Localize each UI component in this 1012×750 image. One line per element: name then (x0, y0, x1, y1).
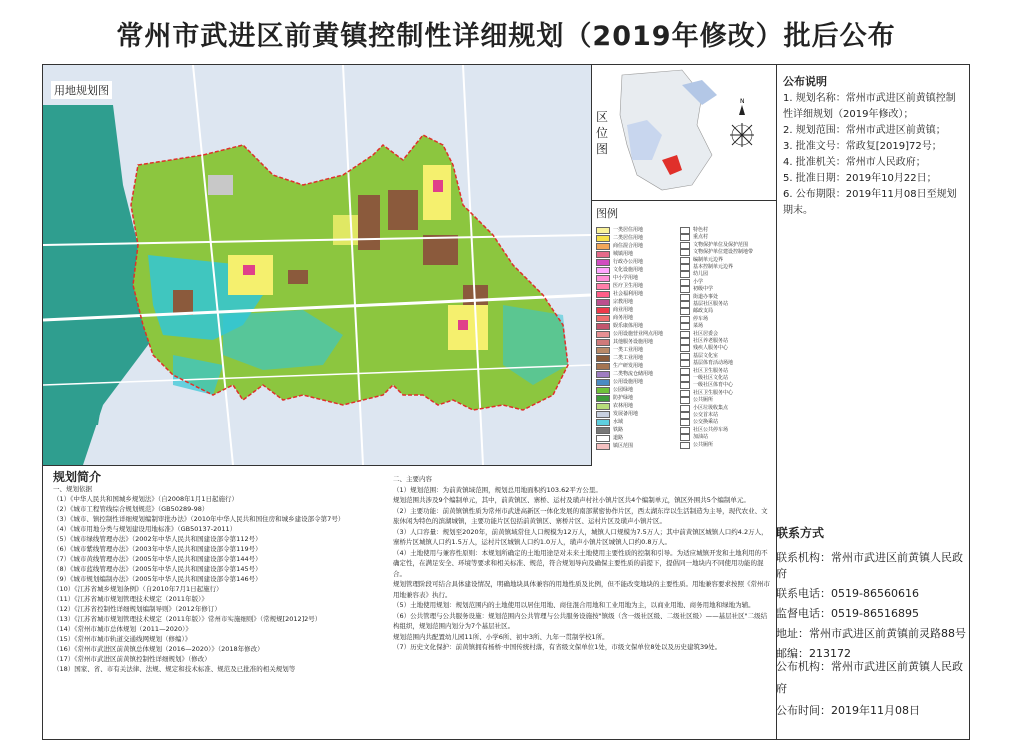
intro-content (393, 474, 773, 653)
legend-swatch (596, 363, 610, 370)
legend-item (680, 271, 708, 277)
legend-item (596, 243, 643, 249)
legend-item (596, 371, 653, 377)
legend-swatch (596, 235, 610, 242)
legend-item (680, 234, 708, 240)
legend-label: 生产研发用地 (613, 363, 644, 369)
legend-label: 社区居委会 (693, 330, 719, 337)
legend-symbol (680, 286, 690, 293)
legend-swatch (596, 355, 610, 362)
notice-item: 2. 规划范围：常州市武进区前黄镇； (783, 125, 946, 136)
location-map[interactable] (592, 65, 776, 200)
legend-symbol (680, 331, 690, 338)
legend-label: 社会福利用地 (613, 291, 644, 297)
legend-item (596, 395, 633, 401)
legend-item (596, 235, 643, 241)
legend-label: 停车场 (693, 315, 709, 322)
svg-text:N: N (740, 98, 745, 105)
publish-section (776, 656, 969, 722)
legend-swatch (596, 291, 610, 298)
legend-label: 医疗卫生用地 (613, 283, 644, 289)
intro-basis-item: （5）《城市绿线管理办法》（2002年中华人民共和国建设部令第112号） (53, 535, 262, 543)
legend-label: 发展备用地 (613, 411, 639, 417)
legend-label: 重点村 (693, 234, 709, 241)
legend-label: 商务用地 (613, 315, 634, 321)
legend-label: 加油站 (693, 434, 709, 441)
legend-swatch (596, 299, 610, 306)
legend-label: 社区卫生服务中心 (693, 389, 734, 396)
legend-symbol (680, 345, 690, 352)
legend-label: 公共厕所 (693, 397, 714, 404)
legend-symbol (680, 323, 690, 330)
map-label: 用地规划图 (51, 81, 112, 99)
page-title: 常州市武进区前黄镇控制性详细规划（2019年修改）批后公布 (116, 21, 896, 52)
land-use-map[interactable] (43, 65, 592, 466)
intro-basis-item: （15）《常州市城市轨道交通线网规划（修编）》 (53, 635, 192, 643)
legend-item (596, 403, 633, 409)
intro-content-item: （1）规划范围：为前黄镇域范围，规划总用地面积约103.62平方公里。 (393, 485, 602, 494)
legend-symbol (680, 412, 690, 419)
legend-swatch (596, 275, 610, 282)
legend-item (680, 316, 708, 322)
publish-org: 公布机构：常州市武进区前黄镇人民政府 (776, 660, 963, 695)
legend-symbol (680, 271, 690, 278)
legend-label: 社区养老服务站 (693, 338, 729, 344)
legend-item (596, 435, 623, 441)
location-map-label: 区位图 (596, 110, 609, 156)
legend-symbol (680, 427, 690, 434)
legend-label: 文物保护单位建设控制地带 (693, 249, 754, 256)
legend-label: 特色村 (693, 227, 709, 233)
notice-item: 1. 规划名称：常州市武进区前黄镇控制性详细规划（2019年修改）； (783, 93, 956, 120)
legend-symbol (680, 360, 690, 367)
legend-swatch (596, 379, 610, 386)
legend-symbol (680, 405, 690, 412)
legend-symbol (680, 294, 690, 301)
legend-label: 公共厕所 (693, 441, 714, 448)
legend-item (596, 283, 643, 289)
legend-swatch (596, 251, 610, 258)
intro-basis-item: （10）《江苏省城乡规划条例》（自2010年7月1日起施行） (53, 585, 223, 593)
legend-label: 小区垃圾收集点 (693, 404, 729, 411)
legend-item (680, 397, 713, 403)
plan-intro (43, 466, 776, 740)
legend-item (680, 249, 753, 255)
legend-swatch (596, 259, 610, 266)
notice-item: 3. 批准文号：常政复[2019]72号； (783, 141, 942, 152)
legend-symbol (680, 434, 690, 441)
legend-item (596, 267, 643, 273)
intro-content-item: 规划管理阶段可结合具体建设情况，明确地块具体兼容的用地性质及比例，但不能改变地块的主要性质。用地兼容要求按照《常州市用地兼容表》执行。 (393, 580, 770, 599)
intro-content-item: 规划范围共涉及9个编制单元，其中，前黄镇区、寨桥、运村及璜声村社小镇片区共4个编制单元，镇区外围共5个编制单元。 (393, 496, 750, 504)
legend-item (596, 315, 633, 321)
legend-item (596, 387, 633, 393)
legend-label: 一级社区体育中心 (693, 382, 734, 389)
contact-line: 地址：常州市武进区前黄镇前灵路88号 (776, 627, 966, 640)
legend-label: 娱乐康体用地 (613, 323, 644, 329)
legend-item (680, 286, 713, 292)
legend-symbol (680, 264, 690, 271)
legend-label: 中小学用地 (613, 275, 639, 281)
legend-item (596, 259, 643, 265)
contact-section (776, 524, 969, 665)
legend-label: 一类居住用地 (613, 227, 644, 233)
legend-label: 幼儿园 (693, 271, 709, 278)
legend-label: 城镇用地 (613, 251, 634, 257)
legend-label: 防护绿地 (613, 395, 634, 401)
legend-label: 文化设施用地 (613, 267, 644, 273)
legend-symbol (680, 390, 690, 397)
intro-basis-item: （6）《城市紫线管理办法》（2003年中华人民共和国建设部令第119号） (53, 545, 262, 553)
legend-swatch (596, 227, 610, 234)
contact-line: 监督电话：0519-86516895 (776, 607, 919, 620)
legend-symbol (680, 234, 690, 241)
legend-item (680, 434, 708, 440)
intro-basis-item: （17）《常州市武进区前黄镇控制性详细规划》（修改） (53, 655, 211, 663)
legend-swatch (596, 339, 610, 346)
notice-item: 6. 公布期限：2019年11月08日至规划期末。 (783, 189, 957, 216)
legend-label: 一类工业用地 (613, 347, 644, 353)
location-map-graphic (592, 65, 776, 200)
intro-basis-item: 一、规划依据 (53, 485, 92, 493)
legend-label: 公交换乘站 (693, 419, 719, 426)
legend-label: 公用设施营业网点用地 (613, 331, 664, 337)
legend-label: 商业用地 (613, 307, 634, 313)
legend-item (680, 308, 713, 314)
legend-item (680, 257, 723, 263)
legend-item (596, 443, 633, 449)
legend-swatch (596, 243, 610, 250)
legend-item (680, 390, 733, 396)
intro-basis-item: （1）《中华人民共和国城乡规划法》（自2008年1月1日起施行） (53, 495, 238, 503)
legend-swatch (596, 331, 610, 338)
intro-basis-item: （18）国家、省、市有关法律、法规、规定和技术标准、规范及已批准的相关规划等 (53, 665, 296, 673)
legend-item (680, 331, 718, 337)
legend-swatch (596, 283, 610, 290)
legend-symbol (680, 279, 690, 286)
legend-item (596, 347, 643, 353)
notice-title: 公布说明 (783, 75, 827, 88)
intro-content-item: （3）人口容量：规划至2020年，前黄镇域常住人口规模为12万人，城镇人口规模为7.5万人；其中前黄镇区城镇人口约4.2万人，寨桥片区城镇人口约1.5万人，运村片区城镇人口约1.0万人，璜声小镇片区城镇人口约0.8万人。 (393, 527, 768, 546)
legend-label: 基层文化室 (693, 352, 719, 359)
legend-item (596, 419, 623, 425)
legend-item (680, 360, 733, 366)
legend-symbol (680, 227, 690, 234)
legend-item (596, 323, 643, 329)
intro-content-item: （2）主要功能：前黄镇镇性质为常州市武进高新区一体化发展的南部紧密协作片区，西太湖东岸以生活制造为主导，现代农业、文旅休闲为特色的滨湖城镇，主要功能片区包括前黄镇区、寨桥片区、运村片区及璜声小镇片区。 (393, 506, 768, 525)
intro-title: 规划简介 (53, 470, 102, 484)
legend-item (680, 442, 713, 448)
intro-basis-item: （7）《城市黄线管理办法》（2005年中华人民共和国建设部令第144号） (53, 555, 262, 563)
notice-item: 5. 批准日期：2019年10月22日； (783, 173, 937, 184)
intro-basis-item: （13）《江苏省城市规划管理技术规定（2011年版）》常州市实施细则》（常规规[2012]2号） (53, 615, 322, 623)
legend-item (596, 275, 638, 281)
legend-label: 宗教用地 (613, 299, 634, 305)
legend-label: 邮政支局 (693, 308, 714, 315)
legend-swatch (596, 323, 610, 330)
legend-item (680, 353, 718, 359)
legend-label: 公用设施用地 (613, 379, 644, 385)
intro-content-item: 二、主要内容 (393, 475, 432, 483)
land-use-map-graphic (43, 65, 591, 465)
legend-label: 二类居住用地 (613, 235, 644, 241)
legend-label: 初级中学 (693, 286, 714, 293)
legend-label: 铁路 (613, 427, 624, 433)
legend-item (596, 331, 663, 337)
legend-symbol (680, 353, 690, 360)
legend-item (596, 291, 643, 297)
legend-label: 文物保护单位及保护范围 (693, 241, 749, 248)
legend-swatch (596, 307, 610, 314)
intro-basis-item: （4）《城市用地分类与规划建设用地标准》（GB50137-2011） (53, 525, 237, 533)
legend-swatch (596, 411, 610, 418)
legend (592, 201, 776, 465)
legend-swatch (596, 347, 610, 354)
legend-label: 公园绿地 (613, 387, 634, 393)
legend-label: 社区卫生服务站 (693, 367, 729, 374)
legend-item (596, 411, 638, 417)
publish-time: 公布时间：2019年11月08日 (776, 704, 920, 717)
legend-item (596, 363, 643, 369)
legend-swatch (596, 371, 610, 378)
legend-symbol (680, 257, 690, 264)
intro-basis (53, 484, 393, 674)
legend-label: 农林用地 (613, 403, 634, 409)
legend-item (680, 264, 733, 270)
legend-item (596, 307, 633, 313)
legend-symbol (680, 375, 690, 382)
legend-item (596, 379, 643, 385)
legend-item (596, 427, 623, 433)
notice-item: 4. 批准机关：常州市人民政府； (783, 157, 926, 168)
contact-line: 联系机构：常州市武进区前黄镇人民政府 (776, 551, 963, 580)
legend-item (680, 419, 718, 425)
legend-item (680, 301, 728, 307)
legend-title: 图例 (596, 207, 618, 220)
legend-symbol (680, 442, 690, 449)
legend-item (680, 382, 733, 388)
legend-label: 二类物流仓储用地 (613, 371, 654, 377)
legend-swatch (596, 395, 610, 402)
legend-item (680, 242, 748, 248)
legend-symbol (680, 316, 690, 323)
legend-item (596, 355, 643, 361)
legend-item (680, 427, 728, 433)
contact-line: 邮编：213172 (776, 647, 851, 660)
intro-content-item: （7）历史文化保护：前黄镇拥有杨桥·中国传统村落，有省级文保单位1处，市级文保单位8处以及历史建筑39处。 (393, 643, 722, 651)
legend-item (596, 299, 633, 305)
legend-symbol (680, 242, 690, 249)
legend-label: 基本控制单元边界 (693, 264, 734, 270)
intro-basis-item: （11）《江苏省城市规划管理技术规定（2011年版）》 (53, 595, 208, 603)
legend-symbol (680, 397, 690, 404)
legend-label: 镇区范围 (613, 443, 634, 449)
legend-swatch (596, 315, 610, 322)
legend-swatch (596, 443, 610, 450)
legend-symbol (680, 338, 690, 345)
legend-label: 水域 (613, 419, 624, 425)
legend-item (680, 323, 703, 329)
intro-content-item: （4）土地使用与兼容性原则：本规划所确定的土地用途是对未来土地使用主要性质的控制和引导。为适应城镇开发和土地利用的不确定性，在满足安全、环境等要求和相关标准、规范，符合规划导向及确保主要性质的前提下，提倡同一地块内不同使用功能的混合。 (393, 548, 768, 578)
intro-basis-item: （14）《常州市城市总体规划（2011—2020）》 (53, 625, 192, 633)
legend-label: 基层体育活动场地 (693, 360, 734, 367)
legend-symbol (680, 419, 690, 426)
legend-swatch (596, 427, 610, 434)
legend-label: 一级社区文化站 (693, 375, 729, 381)
legend-item (596, 251, 633, 257)
contact-line: 联系电话：0519-86560616 (776, 587, 919, 600)
legend-label: 道路 (613, 435, 624, 441)
legend-label: 行政办公用地 (613, 259, 644, 265)
legend-label: 街道办事处 (693, 293, 719, 300)
intro-basis-item: （3）《城市、镇控制性详细规划编制审批办法》（2010年中华人民共和国住房和城乡建设部令第7号） (53, 515, 345, 523)
legend-label: 菜场 (693, 323, 704, 330)
legend-label: 二类工业用地 (613, 355, 644, 361)
legend-symbol (680, 308, 690, 315)
legend-label: 其他服务设施用地 (613, 339, 654, 345)
legend-item (596, 339, 653, 345)
legend-label: 商住混合用地 (613, 243, 644, 249)
legend-item (680, 294, 718, 300)
legend-item (680, 338, 728, 344)
legend-label: 残疾人服务中心 (693, 345, 729, 352)
legend-swatch (596, 387, 610, 394)
legend-item (680, 412, 718, 418)
intro-basis-item: （8）《城市蓝线管理办法》（2005年中华人民共和国建设部令第145号） (53, 565, 262, 573)
intro-basis-item: （2）《城市工程管线综合规划规范》（GB50289-98） (53, 505, 209, 513)
divider (591, 65, 592, 465)
contact-title: 联系方式 (776, 526, 825, 540)
legend-item (680, 368, 728, 374)
legend-item (680, 279, 703, 285)
legend-symbol (680, 368, 690, 375)
legend-swatch (596, 403, 610, 410)
legend-swatch (596, 419, 610, 426)
legend-item (680, 345, 728, 351)
intro-content-item: （5）土地使用规划：规划范围内的土地使用以居住用地、商住混合用地和工业用地为主，以商业用地、商务用地和绿地为辅。 (393, 601, 755, 609)
legend-label: 编制单元边界 (693, 256, 724, 263)
legend-symbol (680, 382, 690, 389)
legend-symbol (680, 301, 690, 308)
intro-basis-item: （12）《江苏省控制性详细规划编制导则》（2012年修订） (53, 605, 221, 613)
legend-item (680, 375, 728, 381)
legend-item (680, 227, 708, 233)
intro-basis-item: （16）《常州市武进区前黄镇总体规划（2016—2020）》（2018年修改） (53, 645, 264, 653)
legend-swatch (596, 267, 610, 274)
legend-item (596, 227, 643, 233)
legend-item (680, 405, 728, 411)
legend-label: 基层社区服务站 (693, 301, 729, 307)
legend-label: 社区公共停车场 (693, 426, 729, 433)
legend-label: 公交首末站 (693, 412, 719, 418)
legend-swatch (596, 435, 610, 442)
legend-label: 小学 (693, 278, 704, 285)
intro-content-item: （6）公共管理与公共服务设施：规划范围内公共管理与公共服务设施按"镇级（含一级社区级、二级社区级）——基层社区"二级结构组织，规划范围内划分为7个基层社区。 (393, 611, 768, 630)
intro-basis-item: （9）《城市规划编制办法》（2005年中华人民共和国建设部令第146号） (53, 575, 262, 583)
intro-content-item: 规划范围内共配置幼儿园11所、小学6所、初中3所、九年一贯制学校1所。 (393, 632, 609, 641)
legend-symbol (680, 249, 690, 256)
